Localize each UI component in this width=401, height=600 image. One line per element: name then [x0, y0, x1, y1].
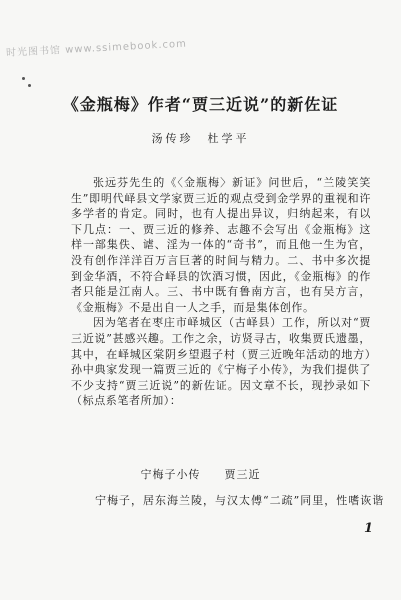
article-title: 《金瓶梅》作者“贾三近说”的新佐证 [62, 95, 339, 114]
article-authors: 汤传珍 杜学平 [151, 132, 250, 145]
scan-speck [28, 84, 31, 87]
quoted-piece-first-line: 宁梅子，居东海兰陵，与汉太傅“二疏”同里，性嗜诙谐 [95, 494, 385, 507]
quoted-piece-title: 宁梅子小传 贾三近 [140, 468, 261, 481]
paragraph: 张远芬先生的《〈金瓶梅〉新证》问世后，“兰陵笑笑生”即明代峄县文学家贾三近的观点受到金学界的重视和许多学者的肯定。同时，也有人提出异议，归纳起来，有以下几点：一、贾三近的修养、志趣不会写出《金瓶梅》这样一部集佚、谑、淫为一体的“奇书”，而且他一生为官，没有创作洋洋百万言巨著的时间与精力。二、书中多次提到金华酒，不符合峄县的饮酒习惯，因此，《金瓶梅》的作者只能是江南人。三、书中既有鲁南方言，也有吴方言，《金瓶梅》不是出自一人之手，而是集体创作。 [71, 176, 371, 314]
paragraph: 因为笔者在枣庄市峄城区（古峄县）工作，所以对“贾三近说”甚感兴趣。工作之余，访贤寻古，收集贾氏遗墨，其中，在峄城区棠阴乡望遐子村（贾三近晚年活动的地方）孙中典家发现一篇贾三近的《宁梅子小传》，为我们提供了不少支持“贾三近说”的新佐证。因文章不长，现抄录如下（标点系笔者所加）： [71, 316, 371, 408]
article-body [71, 175, 371, 409]
page-number: 1 [364, 521, 374, 536]
watermark: 时光图书馆 www.ssimebook.com [5, 38, 188, 59]
scan-speck [22, 77, 25, 80]
